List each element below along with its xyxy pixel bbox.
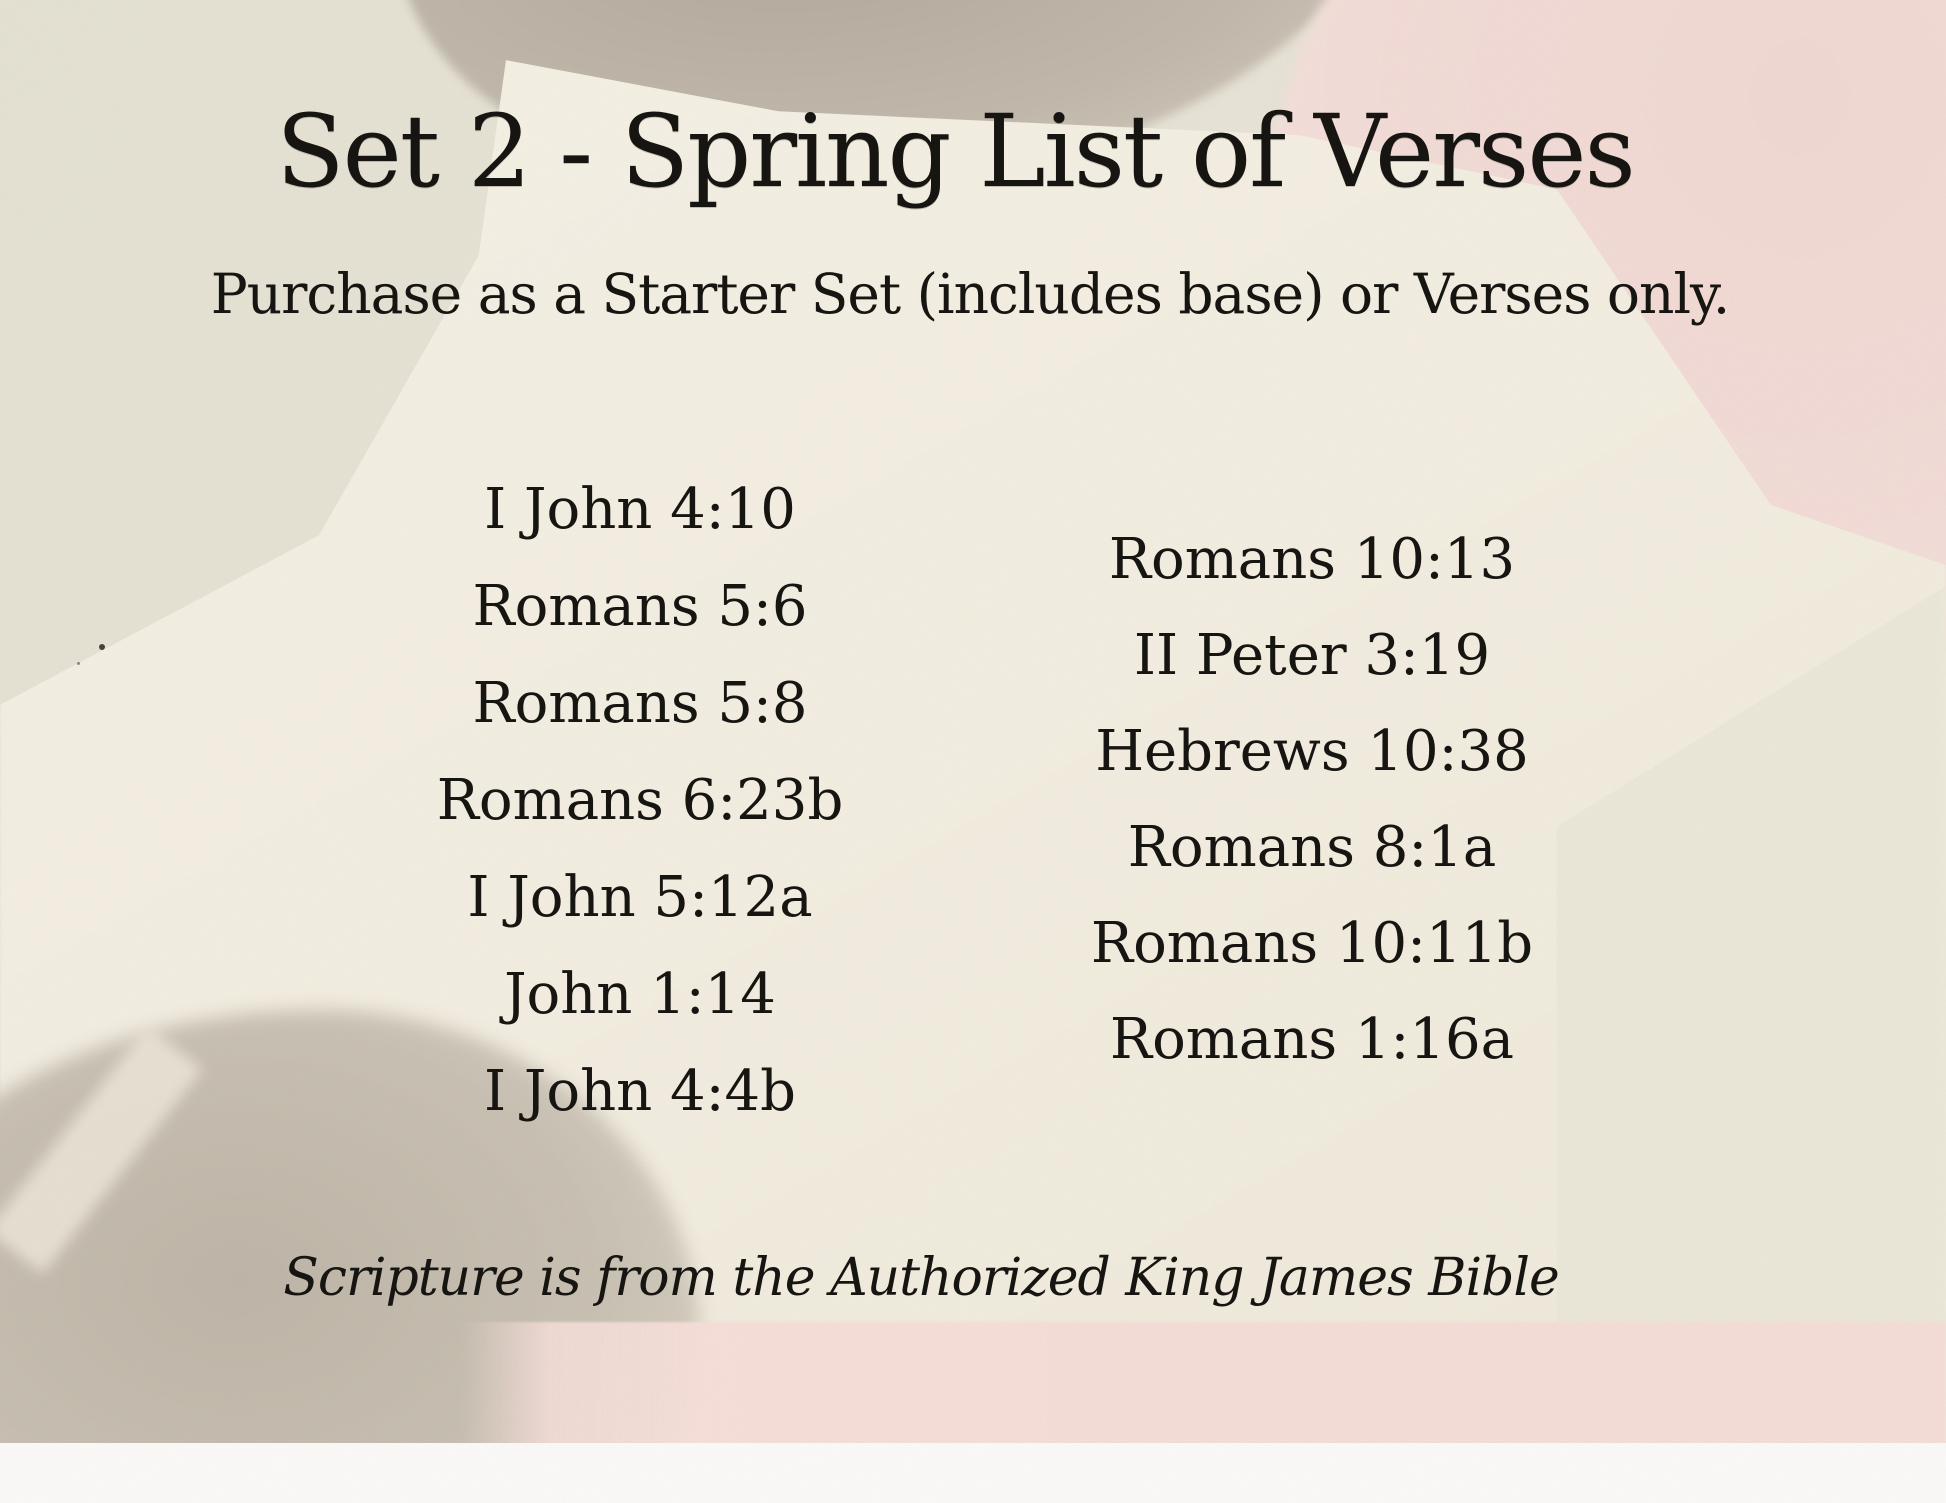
white-bottom-strip (0, 1443, 1946, 1503)
verse-item: Romans 10:11b (1090, 911, 1534, 976)
verse-item: II Peter 3:19 (1133, 623, 1491, 688)
verse-item: Romans 10:13 (1108, 527, 1516, 592)
page-subtitle: Purchase as a Starter Set (includes base) or Verses only. (210, 262, 1730, 326)
verse-item: John 1:14 (504, 962, 776, 1027)
verse-item: Romans 6:23b (436, 768, 844, 833)
verse-item: Romans 1:16a (1109, 1007, 1515, 1072)
scripture-attribution: Scripture is from the Authorized King James Bible (283, 1248, 1559, 1308)
verse-item: Romans 5:8 (472, 671, 808, 736)
verse-item: Hebrews 10:38 (1095, 719, 1529, 784)
page-title: Set 2 - Spring List of Verses (276, 93, 1634, 210)
verse-column-right (1091, 512, 1533, 1088)
verse-item: Romans 8:1a (1127, 815, 1497, 880)
verse-item: I John 5:12a (467, 865, 813, 930)
paper-speck (77, 662, 80, 665)
verse-item: Romans 5:6 (472, 574, 808, 639)
paper-speck (99, 644, 105, 650)
verse-item: I John 4:10 (484, 477, 796, 542)
verse-item: I John 4:4b (483, 1059, 796, 1124)
watercolor-pink-bottom-band (460, 1322, 1946, 1446)
verse-column-left (437, 461, 844, 1140)
